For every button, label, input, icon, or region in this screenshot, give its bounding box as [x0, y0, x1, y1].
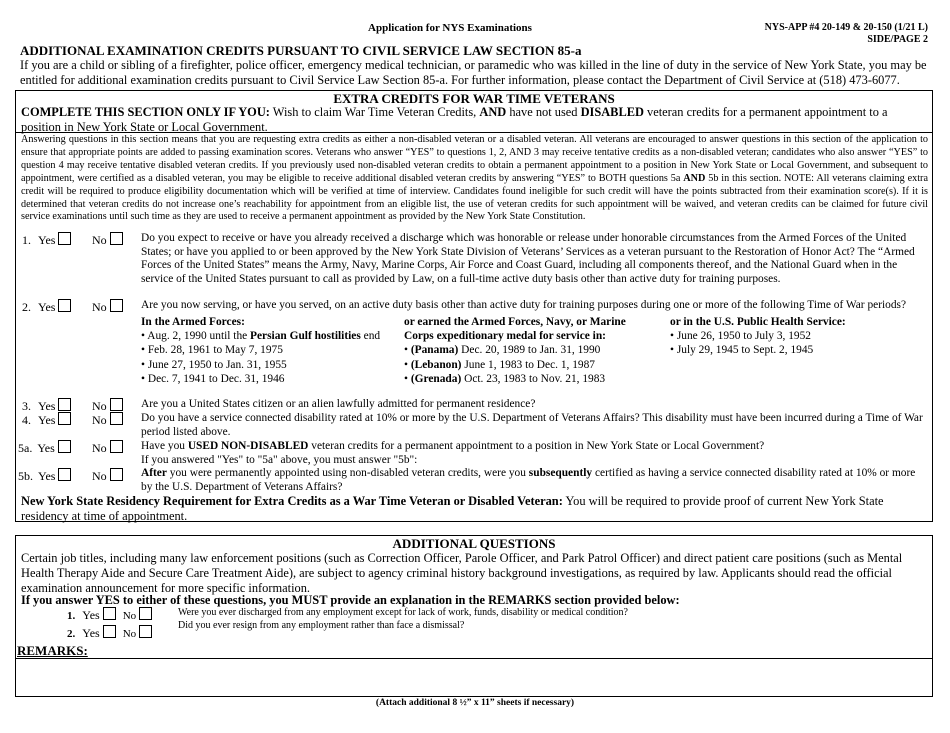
war-period-text: June 1, 1983 to Dec. 1, 1987	[461, 358, 595, 371]
q5b-no-checkbox[interactable]	[110, 468, 123, 481]
form-number: NYS-APP #4 20-149 & 20-150 (1/21 L)	[764, 22, 928, 33]
q5a-number: 5a.	[18, 441, 33, 455]
war-period-item: • Feb. 28, 1961 to May 7, 1975	[141, 344, 283, 357]
q5a-answer	[18, 440, 71, 456]
complete-and: AND	[479, 105, 507, 119]
public-health-heading: or in the U.S. Public Health Service:	[670, 316, 846, 328]
war-period-item: • July 29, 1945 to Sept. 2, 1945	[670, 344, 814, 357]
aq1-no-checkbox[interactable]	[139, 607, 152, 620]
q3-yes-checkbox[interactable]	[58, 398, 71, 411]
q4-answer	[22, 412, 71, 428]
war-period-item: • June 27, 1950 to Jan. 31, 1955	[141, 358, 287, 371]
q5a-text-part: veteran credits for a permanent appointment to a position in New York State or Local Government?	[308, 440, 765, 452]
q5b-yes-checkbox[interactable]	[58, 468, 71, 481]
divider	[15, 132, 933, 133]
complete-text: Wish to claim War Time Veteran Credits,	[269, 105, 480, 119]
q5b-text-part: you were permanently appointed using non-disabled veteran credits, were you	[166, 467, 529, 479]
war-credits-title: EXTRA CREDITS FOR WAR TIME VETERANS	[333, 91, 615, 106]
q1-no	[92, 232, 123, 248]
section-85a-text: If you are a child or sibling of a firefighter, police officer, emergency medical technician, or paramedic who was killed in the line of duty in the service of New York State, you may be entitled for additional examination credits pursuant to Civil Service Law Section 85-a. For further information, please contact the Department of Civil Service at (518) 473-6077.	[20, 58, 927, 87]
q5a-no	[92, 440, 123, 456]
yes-label: Yes	[38, 469, 56, 483]
war-period-text: end	[360, 330, 381, 343]
aq2-no-checkbox[interactable]	[139, 625, 152, 638]
q1-yes-checkbox[interactable]	[58, 232, 71, 245]
aq1-text: Were you ever discharged from any employment except for lack of work, funds, disability or medical condition?	[178, 607, 628, 618]
q4-text: Do you have a service connected disability rated at 10% or more by the U.S. Department of Veterans Affairs? This disability must have been incurred during a Time of War period listed above.	[141, 412, 923, 438]
aq1-number: 1.	[67, 610, 76, 622]
public-health-column	[670, 315, 920, 358]
q4-number: 4.	[22, 413, 31, 427]
war-period-text: Aug. 2, 1990 until the	[147, 330, 251, 343]
aq2-answer	[67, 625, 152, 641]
residency-heading: New York State Residency Requirement for Extra Credits as a War Time Veteran or Disabled Veteran:	[21, 494, 563, 508]
complete-label: COMPLETE THIS SECTION ONLY IF YOU:	[21, 105, 270, 119]
aq1-answer	[67, 607, 152, 623]
war-period-item: • Dec. 7, 1941 to Dec. 31, 1946	[141, 372, 285, 385]
no-label: No	[122, 628, 137, 640]
additional-questions-text: Certain job titles, including many law enforcement positions (such as Correction Officer, Parole Officer, and Park Patrol Officer) and direct patient care positions (such as Mental Health Therapy Aide and Secure Care Treatment Aide), are subject to agency criminal history background investigations, as required by law. Applicants should read the official examination announcement for more specific information.	[21, 551, 903, 595]
q4-no-checkbox[interactable]	[110, 412, 123, 425]
yes-label: Yes	[38, 413, 56, 427]
war-period-bold: Persian Gulf hostilities	[250, 330, 361, 343]
remarks-label: REMARKS:	[17, 643, 88, 658]
remarks-field[interactable]	[16, 659, 932, 696]
war-period-item: • (Grenada) Oct. 23, 1983 to Nov. 21, 1983	[404, 372, 606, 385]
no-label: No	[92, 300, 107, 314]
q2-no-checkbox[interactable]	[110, 299, 123, 312]
yes-label: Yes	[82, 608, 100, 622]
veteran-instructions	[21, 134, 928, 224]
yes-label: Yes	[38, 300, 56, 314]
q2-text: Are you now serving, or have you served, on an active duty basis other than active duty for training purposes during one or more of the following Time of War periods?	[141, 299, 907, 311]
complete-instructions	[21, 105, 929, 135]
q5a-text-part: Have you	[141, 440, 188, 452]
form-title: Application for NYS Examinations	[368, 22, 532, 34]
page-side: SIDE/PAGE 2	[867, 34, 928, 45]
instructions-text: 5b in this section. NOTE: All veterans claiming extra credit will be required to produce eligibility documentation which will be verified at time of interview. Candidates found ineligible for such credit will have the points subtracted from their examination score(s). If it is determined that veteran credits do not increase one’s reachability for appointment from an eligible list, the use of veteran credits for such appointment will be waived, and veteran credits can be claimed for future civil service examinations until such time as they are used to receive a permanent appointment as provided by the New York State Constitution.	[21, 172, 928, 223]
if-yes-instruction: If you answer YES to either of these questions, you MUST provide an explanation in the REMARKS section provided below:	[21, 593, 680, 607]
section-85a-heading: ADDITIONAL EXAMINATION CREDITS PURSUANT TO CIVIL SERVICE LAW SECTION 85-a	[20, 43, 582, 58]
q3-number: 3.	[22, 399, 31, 413]
q3-no-checkbox[interactable]	[110, 398, 123, 411]
no-label: No	[92, 469, 107, 483]
q5b-no	[92, 468, 123, 484]
no-label: No	[92, 413, 107, 427]
complete-text: have not used	[506, 105, 581, 119]
no-label: No	[92, 233, 107, 247]
q4-yes-checkbox[interactable]	[58, 412, 71, 425]
q2-answer	[22, 299, 71, 315]
q2-no	[92, 299, 123, 315]
residency-requirement	[21, 494, 929, 524]
form-id	[765, 22, 928, 46]
q5b-text-bold: subsequently	[528, 467, 593, 479]
q1-answer	[22, 232, 71, 248]
q5a-text-bold: USED NON-DISABLED	[187, 440, 309, 452]
war-period-item: • June 26, 1950 to July 3, 1952	[670, 330, 812, 343]
q5b-answer	[18, 468, 71, 484]
war-period-text: Oct. 23, 1983 to Nov. 21, 1983	[461, 372, 606, 385]
yes-label: Yes	[37, 441, 55, 455]
q5b-text-bold: After	[141, 467, 167, 479]
armed-forces-heading: In the Armed Forces:	[141, 316, 245, 328]
war-period-bold: (Panama)	[410, 344, 459, 357]
war-period-text: June 27, 1950 to Jan. 31, 1955	[147, 358, 287, 371]
aq2-yes-checkbox[interactable]	[103, 625, 116, 638]
q3-text: Are you a United States citizen or an alien lawfully admitted for permanent residence?	[141, 398, 536, 410]
q2-number: 2.	[22, 300, 31, 314]
war-period-item: • (Lebanon) June 1, 1983 to Dec. 1, 1987	[404, 358, 595, 371]
no-label: No	[92, 399, 107, 413]
q5a-text	[141, 440, 926, 467]
q5a-note: If you answered "Yes" to "5a" above, you must answer "5b":	[141, 453, 418, 466]
war-period-text: Dec. 20, 1989 to Jan. 31, 1990	[458, 344, 601, 357]
q4-no	[92, 412, 123, 428]
instructions-and: AND	[683, 172, 706, 184]
residency-text: You will be required to provide proof of current New York State residency at time of appointment.	[21, 494, 884, 523]
war-period-text: Dec. 7, 1941 to Dec. 31, 1946	[147, 372, 285, 385]
expeditionary-column	[404, 315, 654, 386]
yes-label: Yes	[38, 233, 56, 247]
yes-label: Yes	[38, 399, 56, 413]
q1-number: 1.	[22, 233, 31, 247]
armed-forces-column	[141, 315, 391, 386]
additional-questions-title: ADDITIONAL QUESTIONS	[392, 536, 556, 551]
q5b-text-part: certified as having a service connected disability rated at 10% or more by the U.S. Department of Veterans Affairs?	[141, 467, 916, 493]
complete-text: veteran credits for a permanent appointment to a position in New York State or Local Government.	[21, 105, 888, 134]
war-period-item: • Aug. 2, 1990 until the Persian Gulf hostilities end	[141, 330, 381, 343]
aq2-text: Did you ever resign from any employment rather than face a dismissal?	[178, 620, 465, 631]
war-period-text: Feb. 28, 1961 to May 7, 1975	[147, 344, 283, 357]
war-period-bold: (Grenada)	[410, 372, 462, 385]
yes-label: Yes	[82, 626, 100, 640]
q2-yes-checkbox[interactable]	[58, 299, 71, 312]
complete-disabled: DISABLED	[580, 105, 644, 119]
q5a-no-checkbox[interactable]	[110, 440, 123, 453]
war-period-text: June 26, 1950 to July 3, 1952	[676, 330, 812, 343]
war-period-text: July 29, 1945 to Sept. 2, 1945	[676, 344, 814, 357]
q5b-text	[141, 467, 926, 494]
no-label: No	[92, 441, 107, 455]
q5b-number: 5b.	[18, 469, 33, 483]
expeditionary-heading: or earned the Armed Forces, Navy, or Marine Corps expeditionary medal for service in:	[404, 316, 626, 343]
war-period-bold: (Lebanon)	[410, 358, 462, 371]
instructions-text: Answering questions in this section means that you are requesting extra credits as either a non-disabled veteran or a disabled veteran. All veterans are encouraged to answer questions in this section of the application to ensure that appropriate points are added to passing examination scores. Veterans who answer “YES” to questions 1, 2, AND 3 may receive tentative credits as a non-disabled veteran; candidates who also answer “YES” to question 4 may receive tentative disabled veteran credits. If you previously used non-disabled veteran credits to obtain a permanent appointment to a position in New York State or Local Government, and subsequent to appointment, were certified as a disabled veteran, you may be eligible to receive additional disabled veteran credits by answering “YES” to BOTH questions 5a	[21, 134, 928, 184]
aq2-number: 2.	[67, 628, 76, 640]
q5a-yes-checkbox[interactable]	[58, 440, 71, 453]
no-label: No	[122, 610, 137, 622]
war-period-item: • (Panama) Dec. 20, 1989 to Jan. 31, 1990	[404, 344, 601, 357]
q1-no-checkbox[interactable]	[110, 232, 123, 245]
q1-text: Do you expect to receive or have you already received a discharge which was honorable or release under honorable circumstances from the Armed Forces of the United States; or have you applied to or been approved by the New York State Division of Veterans’ Services as a veteran pursuant to the Restoration of Honor Act? The “Armed Forces of the United States” means the Army, Navy, Marine Corps, Air Force and Coast Guard, including all components thereof, and the National Guard when in the service of the United States pursuant to call as provided by Law, on a full-time active duty basis other than active duty for training purposes.	[141, 232, 915, 286]
attach-note: (Attach additional 8 ½” x 11” sheets if necessary)	[375, 698, 575, 708]
aq1-yes-checkbox[interactable]	[103, 607, 116, 620]
